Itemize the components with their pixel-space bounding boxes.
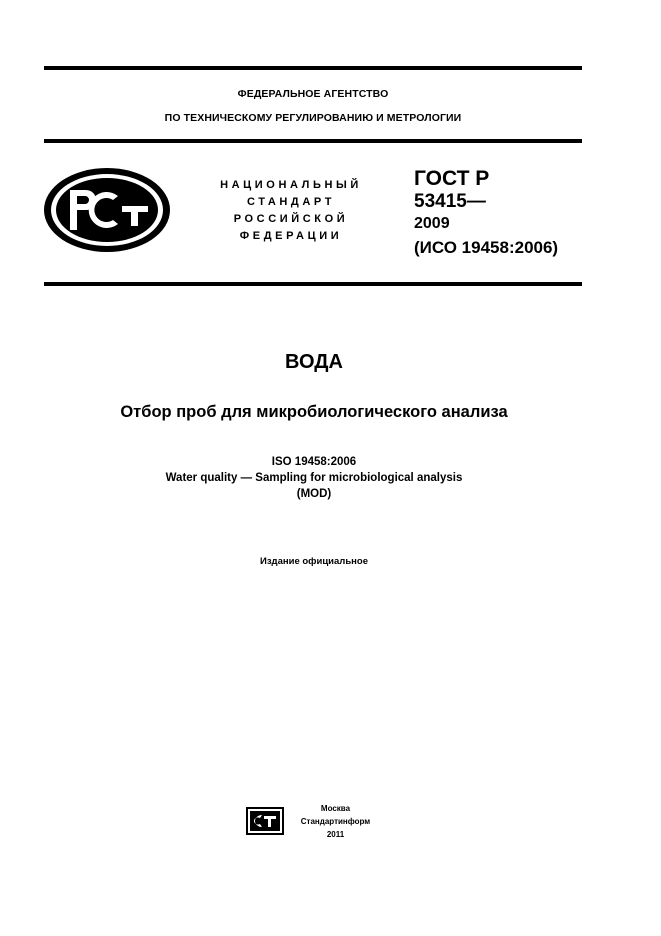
designation-line4: (ИСО 19458:2006) xyxy=(414,238,559,257)
document-subtitle: Отбор проб для микробиологического анализа xyxy=(120,403,508,421)
bottom-divider xyxy=(44,282,582,286)
top-divider xyxy=(44,66,582,70)
publisher-city: Москва xyxy=(320,804,351,813)
iso-english-title: Water quality — Sampling for microbiological analysis xyxy=(165,472,463,484)
standard-type-line4: ФЕДЕРАЦИИ xyxy=(239,230,343,242)
agency-name-line1: ФЕДЕРАЛЬНОЕ АГЕНТСТВО xyxy=(237,88,389,100)
publication-year: 2011 xyxy=(326,830,345,839)
middle-divider xyxy=(44,139,582,143)
designation-line3: 2009 xyxy=(414,215,450,232)
standard-type-line2: СТАНДАРТ xyxy=(246,196,336,208)
edition-label: Издание официальное xyxy=(260,556,368,567)
iso-modification: (MOD) xyxy=(296,488,332,500)
document-title: ВОДА xyxy=(285,351,343,373)
iso-number: ISO 19458:2006 xyxy=(271,456,357,468)
publisher-name: Стандартинформ xyxy=(300,817,371,826)
rst-emblem-icon xyxy=(42,166,172,254)
agency-name-line2: ПО ТЕХНИЧЕСКОМУ РЕГУЛИРОВАНИЮ И МЕТРОЛОГИИ xyxy=(164,112,462,124)
designation-line1: ГОСТ Р xyxy=(414,167,490,190)
standard-type-line3: РОССИЙСКОЙ xyxy=(233,213,349,225)
standartinform-logo-icon xyxy=(246,807,284,835)
designation-line2: 53415— xyxy=(414,191,486,212)
standard-type-line1: НАЦИОНАЛЬНЫЙ xyxy=(220,179,362,191)
